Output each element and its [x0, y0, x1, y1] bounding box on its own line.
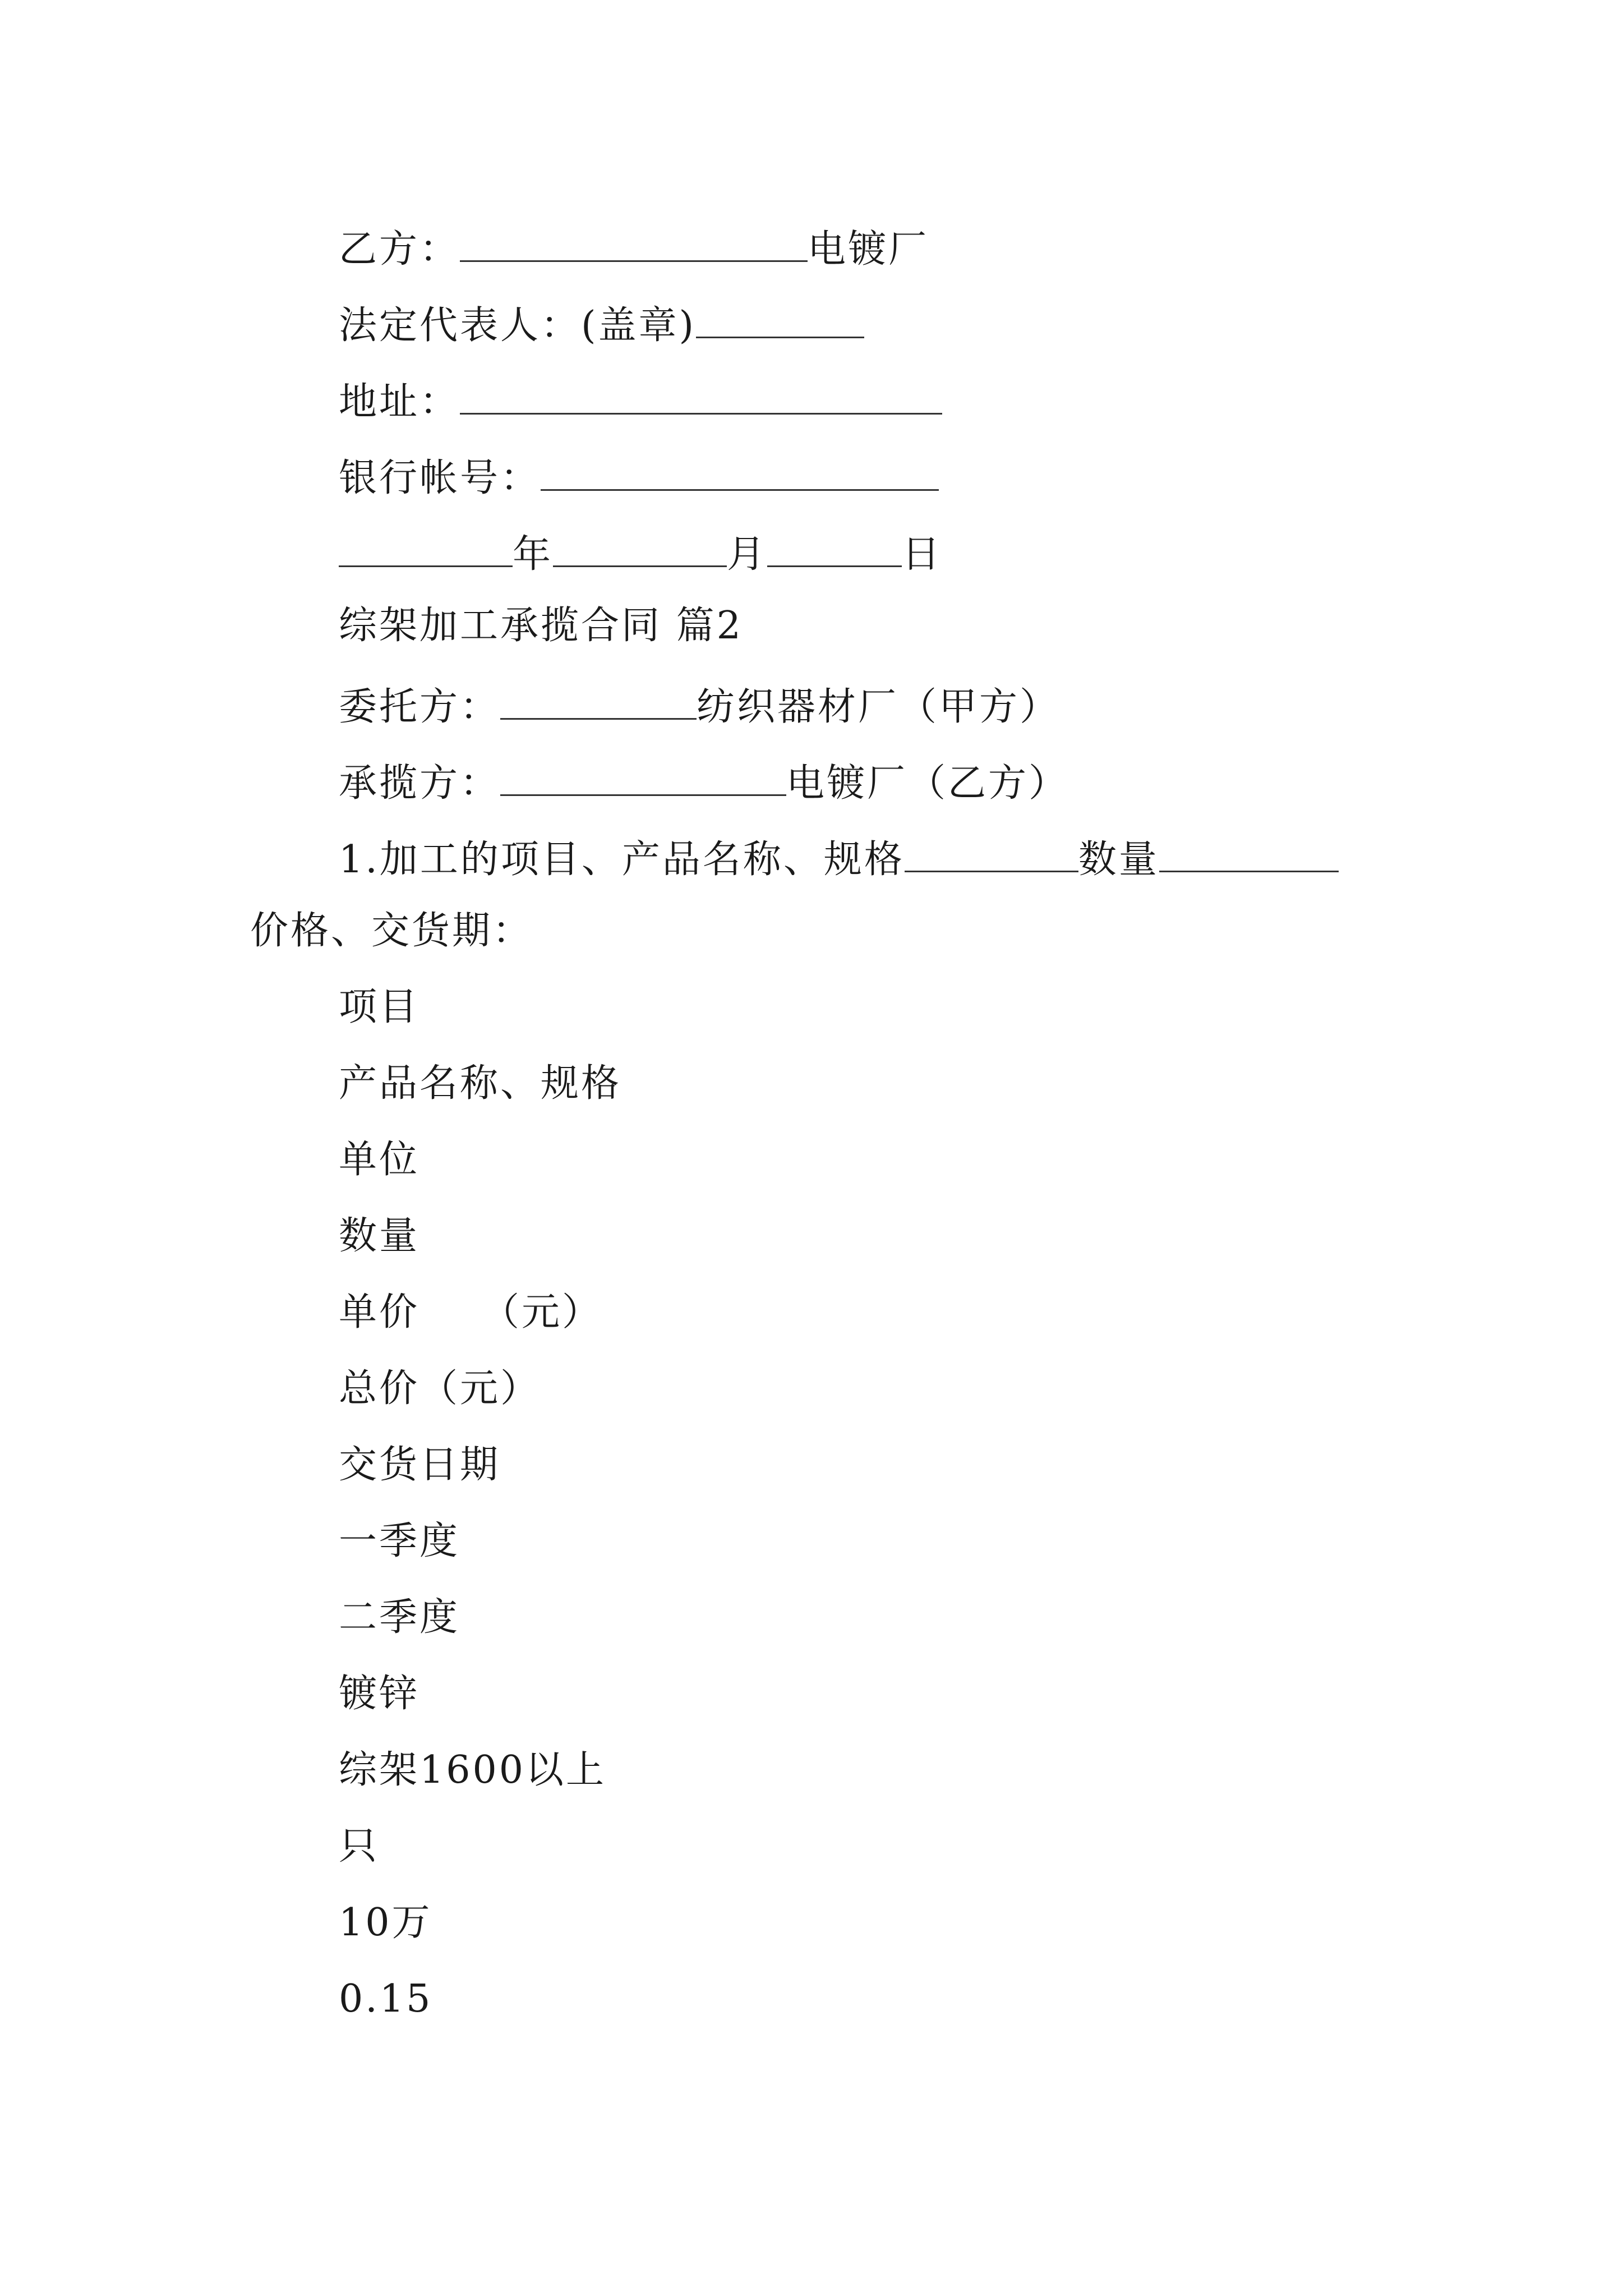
- contractor-suffix: 电镀厂（乙方）: [786, 761, 1069, 806]
- legal-rep-blank: [696, 302, 864, 338]
- address-line: [339, 378, 942, 424]
- client-line: [339, 683, 1061, 729]
- bank-account-label: 银行帐号：: [339, 456, 541, 500]
- date-line: [339, 531, 943, 577]
- address-label: 地址：: [339, 380, 460, 424]
- year-blank: [339, 531, 513, 567]
- contractor-blank: [500, 760, 786, 796]
- table-line: 单价 （元）: [339, 1290, 603, 1335]
- legal-rep-line: [339, 302, 864, 348]
- table-line: 产品名称、规格: [339, 1061, 622, 1106]
- section-title: 综架加工承揽合同 篇2: [339, 604, 743, 648]
- party-b-label: 乙方：: [339, 227, 460, 272]
- table-line: 项目: [339, 985, 420, 1029]
- table-line: 只: [339, 1824, 380, 1869]
- spec-blank: [905, 836, 1078, 872]
- contractor-line: [339, 760, 1069, 806]
- table-line: 数量: [339, 1214, 420, 1258]
- table-line: 交货日期: [339, 1443, 501, 1487]
- table-line: 总价（元）: [339, 1366, 541, 1411]
- table-line: 镀锌: [339, 1672, 420, 1716]
- contractor-label: 承揽方：: [339, 761, 501, 806]
- table-line: 综架1600以上: [339, 1748, 607, 1792]
- day-blank: [767, 531, 902, 567]
- table-line: 单位: [339, 1138, 420, 1182]
- client-label: 委托方：: [339, 685, 501, 729]
- table-line: 二季度: [339, 1595, 460, 1640]
- month-label: 月: [727, 532, 768, 577]
- party-b-blank: [460, 226, 808, 262]
- client-suffix: 纺织器材厂（甲方）: [697, 685, 1061, 729]
- year-label: 年: [513, 532, 554, 577]
- month-blank: [553, 531, 727, 567]
- bank-account-blank: [541, 454, 939, 491]
- client-blank: [500, 683, 697, 720]
- address-blank: [460, 378, 942, 415]
- table-line: 10万: [339, 1901, 432, 1945]
- party-b-suffix: 电镀厂: [808, 227, 929, 272]
- quantity-blank: [1159, 836, 1339, 872]
- clause-1-part2: 数量: [1078, 838, 1159, 882]
- table-line: 0.15: [339, 1977, 433, 2021]
- clause-1-part1: 1.加工的项目、产品名称、规格: [339, 838, 905, 882]
- table-line: 一季度: [339, 1519, 460, 1563]
- clause-1-line: [339, 836, 1339, 882]
- clause-1-continuation: 价格、交货期：: [250, 909, 533, 953]
- legal-rep-label: 法定代表人：(盖章): [339, 303, 697, 348]
- bank-account-line: [339, 454, 939, 498]
- party-b-line: [339, 226, 929, 272]
- day-label: 日: [902, 532, 943, 577]
